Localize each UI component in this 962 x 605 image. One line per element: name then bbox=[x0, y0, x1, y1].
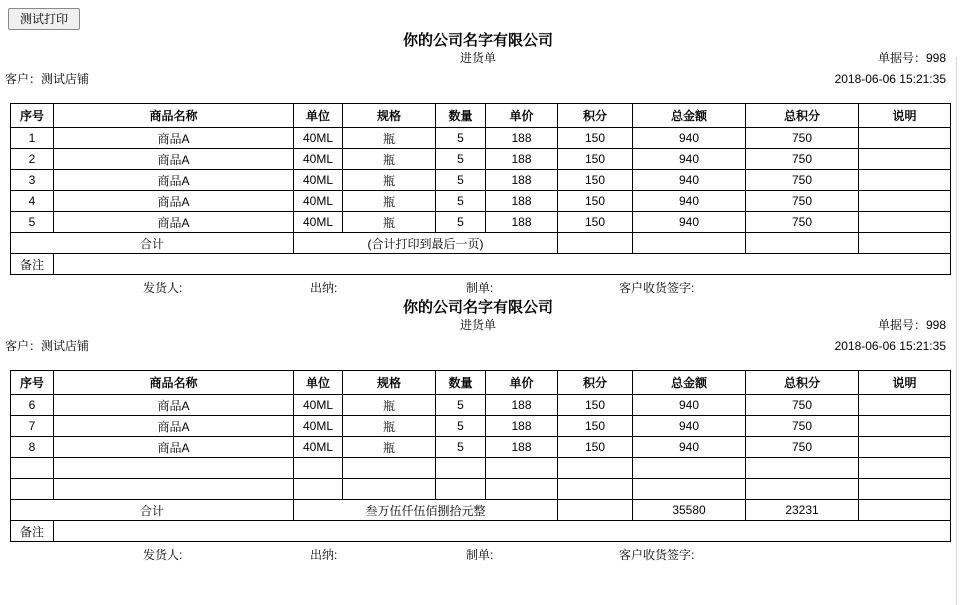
page-right-divider bbox=[956, 57, 957, 605]
cell-spec: 瓶 bbox=[343, 416, 436, 437]
test-print-button[interactable]: 测试打印 bbox=[8, 8, 80, 30]
cell-no: 6 bbox=[11, 395, 54, 416]
cell-name: 商品A bbox=[54, 437, 294, 458]
customer-name: 测试店铺 bbox=[41, 339, 90, 353]
table-row bbox=[11, 416, 951, 437]
cell-spec: 瓶 bbox=[343, 128, 436, 149]
col-header-points: 积分 bbox=[558, 371, 633, 395]
cell-name bbox=[54, 479, 294, 500]
col-header-points: 积分 bbox=[558, 104, 633, 128]
cell-spec: 瓶 bbox=[343, 170, 436, 191]
remark-value bbox=[54, 254, 951, 275]
cell-points bbox=[558, 479, 633, 500]
signature-maker: 制单: bbox=[466, 548, 494, 562]
table-empty-row bbox=[11, 479, 951, 500]
summary-row bbox=[11, 233, 951, 254]
doc-number bbox=[878, 51, 946, 65]
doc-title: 进货单 bbox=[459, 318, 496, 332]
remark-value bbox=[54, 521, 951, 542]
cell-name: 商品A bbox=[54, 149, 294, 170]
cell-note bbox=[859, 212, 951, 233]
cell-points: 150 bbox=[558, 128, 633, 149]
cell-note bbox=[859, 128, 951, 149]
cell-name: 商品A bbox=[54, 170, 294, 191]
table-row bbox=[11, 170, 951, 191]
col-header-name: 商品名称 bbox=[54, 371, 294, 395]
cell-amount bbox=[633, 458, 746, 479]
cell-price: 188 bbox=[486, 437, 558, 458]
cell-no: 2 bbox=[11, 149, 54, 170]
col-header-total-points: 总积分 bbox=[746, 104, 859, 128]
table-row bbox=[11, 395, 951, 416]
cell-spec: 瓶 bbox=[343, 191, 436, 212]
cell-name bbox=[54, 458, 294, 479]
cell-unit: 40ML bbox=[294, 170, 343, 191]
cell-points: 150 bbox=[558, 212, 633, 233]
col-header-spec: 规格 bbox=[343, 104, 436, 128]
cell-price: 188 bbox=[486, 212, 558, 233]
cell-no bbox=[11, 458, 54, 479]
cell-price: 188 bbox=[486, 128, 558, 149]
col-header-no: 序号 bbox=[11, 371, 54, 395]
doc-number-label: 单据号： bbox=[877, 51, 926, 65]
cell-note bbox=[859, 479, 951, 500]
cell-total_points bbox=[746, 458, 859, 479]
doc-datetime: 2018-06-06 15:21:35 bbox=[834, 72, 946, 86]
cell-qty: 5 bbox=[436, 437, 486, 458]
cell-points: 150 bbox=[558, 170, 633, 191]
cell-unit: 40ML bbox=[294, 212, 343, 233]
cell-spec: 瓶 bbox=[343, 212, 436, 233]
cell-points bbox=[558, 458, 633, 479]
cell-spec: 瓶 bbox=[343, 149, 436, 170]
summary-points-cell bbox=[558, 233, 633, 254]
signature-shipper: 发货人: bbox=[143, 548, 183, 562]
cell-amount: 940 bbox=[633, 437, 746, 458]
col-header-amount: 总金额 bbox=[633, 104, 746, 128]
cell-no: 5 bbox=[11, 212, 54, 233]
table-row bbox=[11, 437, 951, 458]
cell-total_points: 750 bbox=[746, 170, 859, 191]
col-header-qty: 数量 bbox=[436, 371, 486, 395]
cell-qty: 5 bbox=[436, 395, 486, 416]
summary-text: 叁万伍仟伍佰捌拾元整 bbox=[294, 500, 558, 521]
table-body bbox=[11, 395, 951, 500]
cell-unit: 40ML bbox=[294, 395, 343, 416]
col-header-total-points: 总积分 bbox=[746, 371, 859, 395]
cell-points: 150 bbox=[558, 416, 633, 437]
cell-unit: 40ML bbox=[294, 416, 343, 437]
customer-label: 客户： bbox=[5, 72, 42, 86]
cell-note bbox=[859, 437, 951, 458]
cell-points: 150 bbox=[558, 149, 633, 170]
col-header-no: 序号 bbox=[11, 104, 54, 128]
cell-spec: 瓶 bbox=[343, 437, 436, 458]
cell-amount bbox=[633, 479, 746, 500]
cell-no: 7 bbox=[11, 416, 54, 437]
table-row bbox=[11, 128, 951, 149]
remark-label: 备注 bbox=[11, 254, 54, 275]
summary-label: 合计 bbox=[11, 233, 294, 254]
cell-price bbox=[486, 458, 558, 479]
col-header-unit: 单位 bbox=[294, 371, 343, 395]
doc-number-value: 998 bbox=[925, 318, 946, 332]
remark-label: 备注 bbox=[11, 521, 54, 542]
cell-spec: 瓶 bbox=[343, 395, 436, 416]
summary-note bbox=[859, 233, 951, 254]
cell-qty: 5 bbox=[436, 416, 486, 437]
customer-line bbox=[5, 72, 89, 86]
signature-customer: 客户收货签字: bbox=[619, 281, 695, 295]
cell-note bbox=[859, 170, 951, 191]
cell-no: 1 bbox=[11, 128, 54, 149]
cell-unit: 40ML bbox=[294, 149, 343, 170]
cell-note bbox=[859, 458, 951, 479]
doc-title: 进货单 bbox=[459, 51, 496, 65]
cell-amount: 940 bbox=[633, 212, 746, 233]
cell-total_points: 750 bbox=[746, 416, 859, 437]
summary-total-points: 23231 bbox=[746, 500, 859, 521]
summary-row bbox=[11, 500, 951, 521]
doc-number bbox=[878, 318, 946, 332]
cell-no: 4 bbox=[11, 191, 54, 212]
col-header-name: 商品名称 bbox=[54, 104, 294, 128]
cell-price: 188 bbox=[486, 170, 558, 191]
summary-note bbox=[859, 500, 951, 521]
table-row bbox=[11, 191, 951, 212]
cell-price: 188 bbox=[486, 395, 558, 416]
cell-unit: 40ML bbox=[294, 437, 343, 458]
cell-total_points: 750 bbox=[746, 212, 859, 233]
cell-unit bbox=[294, 458, 343, 479]
invoice-table-2 bbox=[10, 370, 951, 542]
table-row bbox=[11, 212, 951, 233]
signature-customer: 客户收货签字: bbox=[619, 548, 695, 562]
cell-points: 150 bbox=[558, 437, 633, 458]
remark-row bbox=[11, 521, 951, 542]
cell-total_points: 750 bbox=[746, 191, 859, 212]
cell-name: 商品A bbox=[54, 191, 294, 212]
invoice-table-1 bbox=[10, 103, 951, 275]
doc-number-value: 998 bbox=[925, 51, 946, 65]
cell-total_points: 750 bbox=[746, 395, 859, 416]
col-header-note: 说明 bbox=[859, 104, 951, 128]
table-row bbox=[11, 149, 951, 170]
cell-note bbox=[859, 395, 951, 416]
cell-qty: 5 bbox=[436, 191, 486, 212]
cell-unit: 40ML bbox=[294, 128, 343, 149]
summary-label: 合计 bbox=[11, 500, 294, 521]
cell-qty: 5 bbox=[436, 149, 486, 170]
cell-qty bbox=[436, 458, 486, 479]
cell-note bbox=[859, 416, 951, 437]
cell-unit bbox=[294, 479, 343, 500]
summary-total-amount: 35580 bbox=[633, 500, 746, 521]
customer-name: 测试店铺 bbox=[41, 72, 90, 86]
cell-no: 3 bbox=[11, 170, 54, 191]
cell-qty: 5 bbox=[436, 212, 486, 233]
cell-amount: 940 bbox=[633, 395, 746, 416]
cell-points: 150 bbox=[558, 395, 633, 416]
col-header-unit: 单位 bbox=[294, 104, 343, 128]
cell-amount: 940 bbox=[633, 191, 746, 212]
table-header-row bbox=[11, 104, 951, 128]
remark-row bbox=[11, 254, 951, 275]
cell-price: 188 bbox=[486, 149, 558, 170]
company-name: 你的公司名字有限公司 bbox=[402, 299, 553, 316]
cell-amount: 940 bbox=[633, 149, 746, 170]
col-header-note: 说明 bbox=[859, 371, 951, 395]
signature-line bbox=[0, 280, 956, 296]
cell-name: 商品A bbox=[54, 128, 294, 149]
cell-price: 188 bbox=[486, 191, 558, 212]
col-header-price: 单价 bbox=[486, 104, 558, 128]
cell-unit: 40ML bbox=[294, 191, 343, 212]
customer-line bbox=[5, 339, 89, 353]
summary-points-cell bbox=[558, 500, 633, 521]
table-body bbox=[11, 128, 951, 233]
signature-maker: 制单: bbox=[466, 281, 494, 295]
customer-label: 客户： bbox=[5, 339, 42, 353]
summary-total-amount bbox=[633, 233, 746, 254]
cell-amount: 940 bbox=[633, 416, 746, 437]
cell-points: 150 bbox=[558, 191, 633, 212]
cell-spec bbox=[343, 479, 436, 500]
cell-no bbox=[11, 479, 54, 500]
summary-total-points bbox=[746, 233, 859, 254]
cell-no: 8 bbox=[11, 437, 54, 458]
cell-qty: 5 bbox=[436, 170, 486, 191]
cell-total_points: 750 bbox=[746, 128, 859, 149]
col-header-qty: 数量 bbox=[436, 104, 486, 128]
cell-price: 188 bbox=[486, 416, 558, 437]
cell-total_points: 750 bbox=[746, 149, 859, 170]
table-empty-row bbox=[11, 458, 951, 479]
company-name: 你的公司名字有限公司 bbox=[402, 32, 553, 49]
cell-name: 商品A bbox=[54, 416, 294, 437]
cell-name: 商品A bbox=[54, 395, 294, 416]
cell-amount: 940 bbox=[633, 170, 746, 191]
signature-shipper: 发货人: bbox=[143, 281, 183, 295]
cell-qty bbox=[436, 479, 486, 500]
col-header-spec: 规格 bbox=[343, 371, 436, 395]
cell-note bbox=[859, 149, 951, 170]
cell-note bbox=[859, 191, 951, 212]
table-header-row bbox=[11, 371, 951, 395]
cell-amount: 940 bbox=[633, 128, 746, 149]
cell-total_points bbox=[746, 479, 859, 500]
signature-line bbox=[0, 547, 956, 563]
cell-qty: 5 bbox=[436, 128, 486, 149]
summary-text: (合计打印到最后一页) bbox=[294, 233, 558, 254]
doc-number-label: 单据号： bbox=[877, 318, 926, 332]
cell-price bbox=[486, 479, 558, 500]
doc-datetime: 2018-06-06 15:21:35 bbox=[834, 339, 946, 353]
cell-total_points: 750 bbox=[746, 437, 859, 458]
signature-cashier: 出纳: bbox=[310, 548, 338, 562]
cell-spec bbox=[343, 458, 436, 479]
cell-name: 商品A bbox=[54, 212, 294, 233]
signature-cashier: 出纳: bbox=[310, 281, 338, 295]
col-header-price: 单价 bbox=[486, 371, 558, 395]
col-header-amount: 总金额 bbox=[633, 371, 746, 395]
